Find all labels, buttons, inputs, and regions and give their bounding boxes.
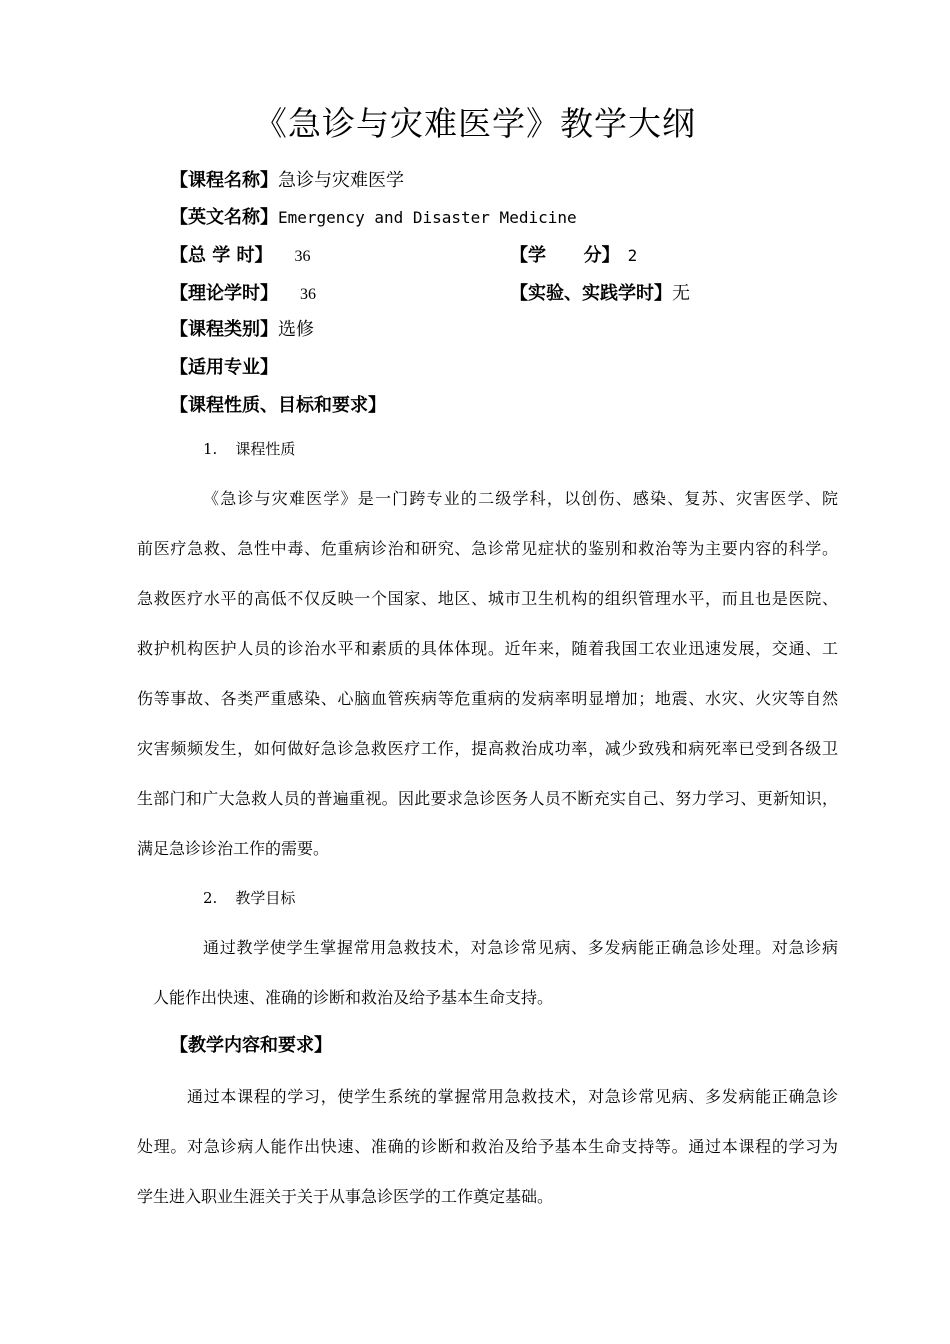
- english-name-label: 【英文名称】: [170, 207, 278, 228]
- total-hours-value: 36: [294, 248, 311, 265]
- paragraph-line: 人能作出快速、准确的诊断和救治及给予基本生命支持。: [153, 988, 554, 1007]
- category-value: 选修: [278, 319, 314, 340]
- course-name-row: [170, 169, 404, 193]
- practice-hours-label: 【实验、实践学时】: [510, 283, 672, 304]
- total-hours-row: [170, 244, 311, 269]
- document-title: 《急诊与灾难医学》教学大纲: [254, 104, 696, 143]
- course-name-label: 【课程名称】: [170, 170, 278, 191]
- paragraph-line: 通过本课程的学习，使学生系统的掌握常用急救技术，对急诊常见病、多发病能正确急诊: [187, 1087, 839, 1106]
- paragraph-line: 前医疗急救、急性中毒、危重病诊治和研究、急诊常见症状的鉴别和救治等为主要内容的科学。: [137, 539, 839, 558]
- paragraph-line: 学生进入职业生涯关于关于从事急诊医学的工作奠定基础。: [137, 1187, 554, 1206]
- category-label: 【课程类别】: [170, 319, 278, 340]
- credits-value: 2: [627, 246, 638, 265]
- theory-hours-label: 【理论学时】: [170, 283, 278, 304]
- practice-hours-row: [510, 282, 690, 306]
- theory-hours-row: [170, 282, 316, 307]
- section1-number: 1.: [203, 440, 218, 458]
- practice-hours-value: 无: [672, 283, 690, 304]
- nature-heading: 【课程性质、目标和要求】: [170, 395, 386, 416]
- paragraph-line: 满足急诊诊治工作的需要。: [137, 839, 330, 858]
- major-label: 【适用专业】: [170, 357, 278, 378]
- paragraph-line: 处理。对急诊病人能作出快速、准确的诊断和救治及给予基本生命支持等。通过本课程的学习为: [137, 1137, 839, 1156]
- paragraph-line: 通过教学使学生掌握常用急救技术，对急诊常见病、多发病能正确急诊处理。对急诊病: [203, 938, 839, 957]
- credits-label: 【学 分】: [510, 245, 620, 266]
- content-heading: 【教学内容和要求】: [170, 1035, 332, 1056]
- english-name-value: Emergency and Disaster Medicine: [278, 208, 577, 227]
- major-row: [170, 356, 278, 380]
- paragraph-line: 生部门和广大急救人员的普遍重视。因此要求急诊医务人员不断充实自己、努力学习、更新知识，: [137, 789, 839, 808]
- section2-title: 教学目标: [235, 889, 296, 907]
- paragraph-line: 救护机构医护人员的诊治水平和素质的具体体现。近年来，随着我国工农业迅速发展，交通、工: [137, 639, 839, 658]
- paragraph-line: 《急诊与灾难医学》是一门跨专业的二级学科，以创伤、感染、复苏、灾害医学、院: [203, 489, 840, 508]
- section1-heading: [203, 438, 295, 460]
- category-row: [170, 318, 314, 342]
- theory-hours-value: 36: [300, 286, 316, 303]
- course-name-value: 急诊与灾难医学: [278, 170, 404, 191]
- paragraph-line: 急救医疗水平的高低不仅反映一个国家、地区、城市卫生机构的组织管理水平，而且也是医院、: [137, 589, 839, 608]
- english-name-row: [170, 206, 577, 230]
- paragraph-line: 伤等事故、各类严重感染、心脑血管疾病等危重病的发病率明显增加；地震、水灾、火灾等自然: [137, 689, 839, 708]
- credits-row: [510, 244, 637, 268]
- paragraph-line: 灾害频频发生，如何做好急诊急救医疗工作，提高救治成功率，减少致残和病死率已受到各级卫: [137, 739, 839, 758]
- total-hours-label: 【总 学 时】: [170, 245, 273, 266]
- section2-heading: [203, 887, 295, 909]
- section2-number: 2.: [203, 889, 218, 907]
- section1-title: 课程性质: [235, 440, 296, 458]
